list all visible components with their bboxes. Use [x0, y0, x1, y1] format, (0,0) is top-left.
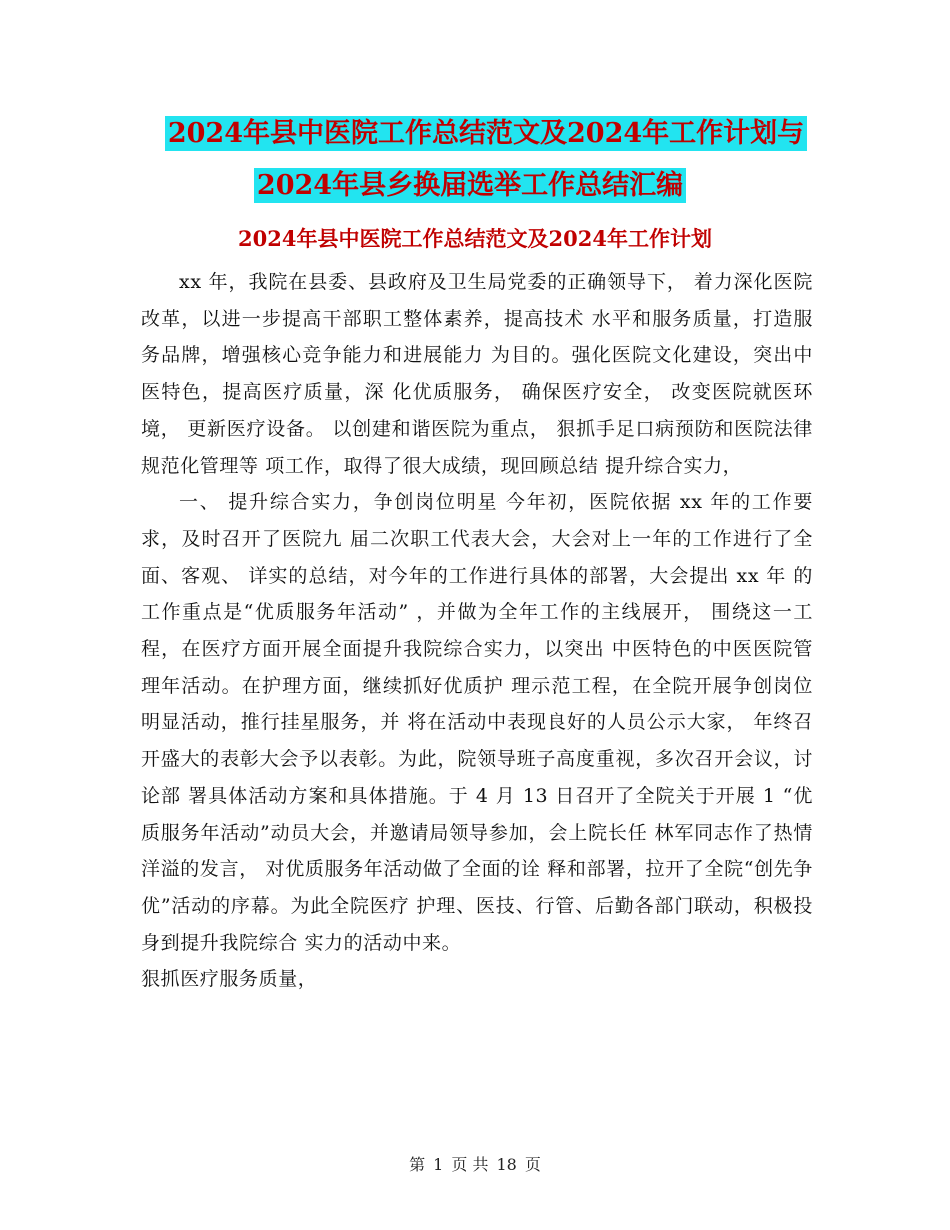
title-line-1: 2024年县中医院工作总结范文及2024年工作计划与	[165, 116, 807, 151]
footer-page-number: 1	[433, 1155, 444, 1174]
title-line-1-wrapper	[0, 108, 950, 160]
paragraph-2: 一、 提升综合实力，争创岗位明星 今年初，医院依据 xx 年的工作要求，及时召开了医院九 届二次职工代表大会，大会对上一年的工作进行了全面、客观、 详实的总结，对今年的工作进行具体的部署，大会提出 xx 年 的工作重点是“优质服务年活动” ，并做为全年工作的主线展开， 围绕这一工程，在医疗方面开展全面提升我院综合实力，以突出 中医特色的中医医院管理年活动。在护理方面，继续抓好优质护 理示范工程，在全院开展争创岗位明显活动，推行挂星服务，并 将在活动中表现良好的人员公示大家， 年终召开盛大的表彰大会予以表彰。为此，院领导班子高度重视，多次召开会议，讨论部 署具体活动方案和具体措施。于 4 月 13 日召开了全院关于开展 1 “优质服务年活动”动员大会，并邀请局领导参加，会上院长任 林军同志作了热情洋溢的发言， 对优质服务年活动做了全面的诠 释和部署，拉开了全院“创先争优”活动的序幕。为此全院医疗 护理、医技、行管、后勤各部门联动，积极投身到提升我院综合 实力的活动中来。	[141, 491, 813, 954]
paragraph-1: xx 年，我院在县委、县政府及卫生局党委的正确领导下， 着力深化医院改革，以进一步提高干部职工整体素养，提高技术 水平和服务质量，打造服务品牌，增强核心竞争能力和进展能力 为目的。强化医院文化建设，突出中医特色，提高医疗质量，深 化优质服务， 确保医疗安全， 改变医院就医环境， 更新医疗设备。 以创建和谐医院为重点， 狠抓手足口病预防和医院法律规范化管理等 项工作，取得了很大成绩，现回顾总结 提升综合实力，	[141, 271, 813, 477]
footer-suffix: 页	[524, 1155, 541, 1174]
page-footer	[0, 1152, 950, 1175]
footer-middle: 页 共	[451, 1155, 489, 1174]
paragraph-3: 狠抓医疗服务质量，	[141, 968, 318, 991]
title-line-2-wrapper	[0, 160, 950, 212]
title-line-2: 2024年县乡换届选举工作总结汇编	[254, 168, 686, 203]
footer-total-pages: 18	[496, 1155, 517, 1174]
body-text	[141, 264, 813, 998]
section-title: 2024年县中医院工作总结范文及2024年工作计划	[238, 226, 712, 251]
document-title	[0, 108, 950, 212]
footer-prefix: 第	[409, 1155, 426, 1174]
